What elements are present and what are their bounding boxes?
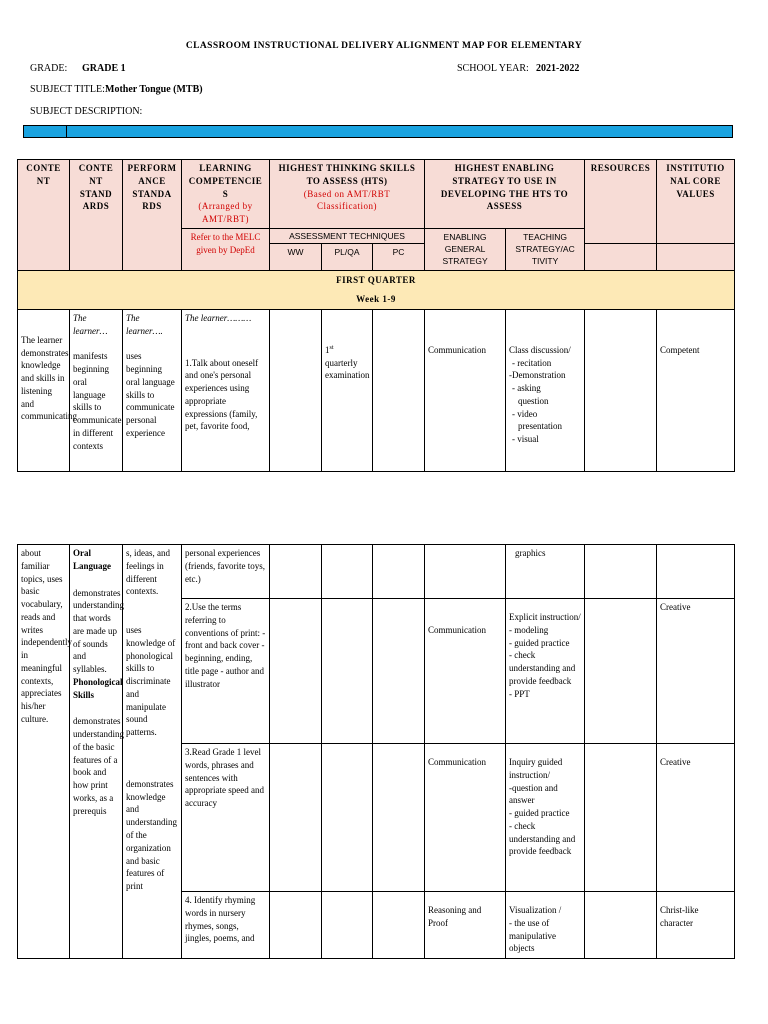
- teaching-strategy-header: TEACHING STRATEGY/AC TIVITY: [506, 228, 585, 270]
- grade-label: GRADE:: [30, 63, 68, 74]
- row1-teaching: Class discussion/ - recitation -Demonstration - asking question - video presentation - visual: [506, 309, 585, 471]
- row2a-enabling: [425, 545, 506, 599]
- col-standards-header: CONTE NT STAND ARDS: [70, 160, 123, 271]
- row2c-ww: [270, 744, 322, 892]
- assessment-techniques-header: ASSESSMENT TECHNIQUES: [270, 228, 425, 243]
- row1-resources: [585, 309, 657, 471]
- row1-content: The learner demonstrates knowledge and skills in listening and communicating: [18, 309, 70, 471]
- row1-pc: [373, 309, 425, 471]
- row2d-plqa: [322, 892, 373, 959]
- row2c-competency: 3.Read Grade 1 level words, phrases and sentences with appropriate speed and accuracy: [182, 744, 270, 892]
- row2c-teaching: Inquiry guided instruction/ -question and answer - guided practice - check understanding and provide feedback: [506, 744, 585, 892]
- page-title: CLASSROOM INSTRUCTIONAL DELIVERY ALIGNMENT MAP FOR ELEMENTARY: [185, 41, 583, 51]
- row2d-pc: [373, 892, 425, 959]
- row2d-values: Christ-like character: [657, 892, 735, 959]
- row2b-teaching: Explicit instruction/ - modeling - guided practice - check understanding and provide feedback - PPT: [506, 599, 585, 744]
- row2a-values: [657, 545, 735, 599]
- row2d-ww: [270, 892, 322, 959]
- col-content-header: CONTE NT: [18, 160, 70, 271]
- subject-title-value: Mother Tongue (MTB): [105, 84, 203, 95]
- enabling-general-header: ENABLING GENERAL STRATEGY: [425, 228, 506, 270]
- plqa-header: PL/QA: [322, 243, 373, 270]
- row2a-competency: personal experiences (friends, favorite toys, etc.): [182, 545, 270, 599]
- row2a-teaching: graphics: [506, 545, 585, 599]
- col-resources-header: RESOURCES: [585, 160, 657, 244]
- col-competencies-header: LEARNING COMPETENCIE S (Arranged by AMT/RBT): [182, 160, 270, 229]
- row2d-competency: 4. Identify rhyming words in nursery rhymes, songs, jingles, poems, and: [182, 892, 270, 959]
- col-strategy-header: HIGHEST ENABLING STRATEGY TO USE IN DEVELOPING THE HTS TO ASSESS: [425, 160, 585, 229]
- row2c-values: Creative: [657, 744, 735, 892]
- row2a-ww: [270, 545, 322, 599]
- row2d-enabling: Reasoning and Proof: [425, 892, 506, 959]
- col-values-header: INSTITUTIO NAL CORE VALUES: [657, 160, 735, 244]
- subject-title-label: SUBJECT TITLE:: [30, 84, 105, 95]
- row2b-resources: [585, 599, 657, 744]
- subject-description-label: SUBJECT DESCRIPTION:: [30, 106, 143, 117]
- quarter-row: FIRST QUARTER Week 1-9: [18, 270, 735, 309]
- row2b-values: Creative: [657, 599, 735, 744]
- row2b-plqa: [322, 599, 373, 744]
- row2a-plqa: [322, 545, 373, 599]
- alignment-table-2: [17, 544, 735, 959]
- school-year-label: SCHOOL YEAR:: [457, 63, 529, 74]
- pc-header: PC: [373, 243, 425, 270]
- row2b-enabling: Communication: [425, 599, 506, 744]
- row1-plqa: 1st quarterly examination: [322, 309, 373, 471]
- row2-performance: s, ideas, and feelings in different contexts. uses knowledge of phonological skills to discriminate and manipulate sound patterns. demonstrates knowledge and understanding of the organization and basic features of print: [123, 545, 182, 959]
- resources-subcell: [585, 243, 657, 270]
- description-bar: [23, 125, 733, 138]
- col-performance-header: PERFORM ANCE STANDA RDS: [123, 160, 182, 271]
- row1-values: Competent: [657, 309, 735, 471]
- row2-content: about familiar topics, uses basic vocabulary, reads and writes independently in meaningful contexts, appreciates his/her culture.: [18, 545, 70, 959]
- row2b-competency: 2.Use the terms referring to conventions of print: - front and back cover - beginning, ending, title page - author and illustrator: [182, 599, 270, 744]
- ww-header: WW: [270, 243, 322, 270]
- row1-enabling: Communication: [425, 309, 506, 471]
- row2d-teaching: Visualization / - the use of manipulative objects: [506, 892, 585, 959]
- row2a-resources: [585, 545, 657, 599]
- school-year-value: 2021-2022: [536, 63, 580, 74]
- row2d-resources: [585, 892, 657, 959]
- row2c-resources: [585, 744, 657, 892]
- alignment-table-1: [17, 159, 735, 472]
- row2-standards: Oral Language demonstrates understanding that words are made up of sounds and syllables. Phonological Skills demonstrates understanding of the basic features of a book and how print works, as a prerequis: [70, 545, 123, 959]
- grade-value: GRADE 1: [82, 63, 126, 74]
- row2c-plqa: [322, 744, 373, 892]
- row1-competency: The learner……… 1.Talk about oneself and one's personal experiences using appropriate expressions (family, pet, favorite food,: [182, 309, 270, 471]
- row2b-ww: [270, 599, 322, 744]
- melc-note: Refer to the MELC given by DepEd: [182, 228, 270, 270]
- row2c-pc: [373, 744, 425, 892]
- row1-standards: The learner… manifests beginning oral language skills to communicate in different contexts: [70, 309, 123, 471]
- col-hts-header: HIGHEST THINKING SKILLS TO ASSESS (HTS) (Based on AMT/RBT Classification): [270, 160, 425, 229]
- row1-ww: [270, 309, 322, 471]
- row1-performance: The learner…. uses beginning oral language skills to communicate personal experience: [123, 309, 182, 471]
- row2a-pc: [373, 545, 425, 599]
- row2b-pc: [373, 599, 425, 744]
- row2c-enabling: Communication: [425, 744, 506, 892]
- values-subcell: [657, 243, 735, 270]
